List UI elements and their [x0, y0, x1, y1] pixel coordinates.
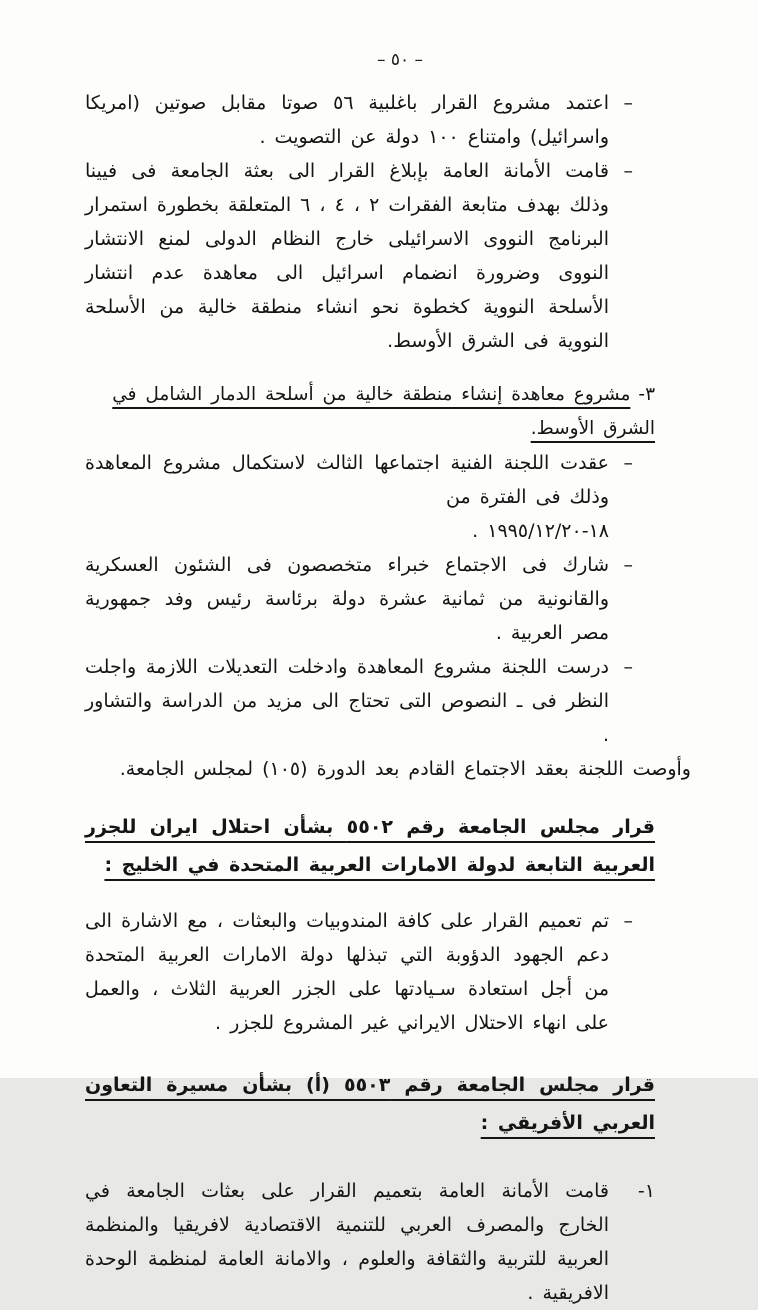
meeting-date: ١٨-١٩٩٥/١٢/٢٠ .: [472, 520, 609, 542]
list-item: [85, 650, 633, 752]
list-item: [85, 446, 633, 548]
resolution-5503-heading-text: قرار مجلس الجامعة رقم ٥٥٠٣ (أ) بشأن مسيرة التعاون العربي الأفريقي :: [85, 1074, 655, 1134]
resolution-5503-section: [85, 1066, 655, 1310]
resolution-5502-section: [85, 808, 655, 1040]
page-number: – ٥٠ –: [376, 50, 424, 70]
list-item: [85, 86, 633, 154]
bullet-dash: –: [623, 160, 633, 182]
item-number: ١-: [637, 1180, 655, 1202]
resolution-5503-heading: [85, 1066, 655, 1142]
clause-3-heading: [85, 378, 655, 446]
list-item: [85, 548, 633, 650]
clause-3-number: ٣-: [638, 384, 655, 405]
bullet-text: قامت الأمانة العامة بإبلاغ القرار الى بعثة الجامعة فى فيينا وذلك بهدف متابعة الفقرات ٢ ، ٤ ، ٦ المتعلقة بخطورة استمرار البرنامج النووى الاسرائيلى خارج النظام الدولى لمنع الانتشار النووى وضرورة انضمام اسرائيل الى معاهدة عدم انتشار الأسلحة النووية كخطوة نحو انشاء منطقة خالية من الأسلحة النووية فى الشرق الأوسط.: [85, 160, 609, 352]
bullet-dash: –: [623, 554, 633, 576]
bullet-text: اعتمد مشروع القرار باغلبية ٥٦ صوتا مقابل صوتين (امريكا واسرائيل) وامتناع ١٠٠ دولة عن التصويت .: [85, 92, 609, 148]
resolution-5502-heading-text: قرار مجلس الجامعة رقم ٥٥٠٢ بشأن احتلال ايران للجزر العربية التابعة لدولة الامارات العربية المتحدة في الخليج :: [85, 816, 655, 876]
bullet-dash: –: [623, 656, 633, 678]
list-item: [85, 904, 633, 1040]
bullet-text: تم تعميم القرار على كافة المندوبيات والبعثات ، مع الاشارة الى دعم الجهود الدؤوبة التي تبذلها دولة الامارات العربية المتحدة من أجل استعادة سـيادتها على الجزر العربية الثلاث ، والعمل على انهاء الاحتلال الايراني غير المشروع للجزر .: [85, 910, 609, 1034]
bullet-dash: –: [623, 92, 633, 114]
item-text: قامت الأمانة العامة بتعميم القرار على بعثات الجامعة في الخارج والمصرف العربي للتنمية الاقتصادية لافريقيا والمنظمة العربية للتربية والثقافة والعلوم ، والامانة العامة لمنظمة الوحدة الافريقية .: [85, 1180, 609, 1304]
clause-3-title: مشروع معاهدة إنشاء منطقة خالية من أسلحة الدمار الشامل في الشرق الأوسط.: [112, 384, 655, 439]
committee-recommendation: وأوصت اللجنة بعقد الاجتماع القادم بعد الدورة (١٠٥) لمجلس الجامعة.: [119, 758, 691, 780]
numbered-item-1: [85, 1174, 655, 1310]
page-content: [85, 86, 691, 1310]
resolution-5502-body: [85, 904, 655, 1040]
bullet-text: درست اللجنة مشروع المعاهدة وادخلت التعديلات اللازمة واجلت النظر فى ـ النصوص التى تحتاج الى مزيد من الدراسة والتشاور .: [85, 656, 609, 746]
bullet-dash: –: [623, 910, 633, 932]
bullet-text: [85, 446, 615, 548]
bullet-text-main: عقدت اللجنة الفنية اجتماعها الثالث لاستكمال مشروع المعاهدة وذلك فى الفترة من: [85, 452, 609, 508]
resolution-5502-heading: [85, 808, 655, 884]
bullet-dash: –: [623, 452, 633, 474]
list-item: [85, 154, 633, 358]
bullet-text: شارك فى الاجتماع خبراء متخصصون فى الشئون العسكرية والقانونية من ثمانية عشرة دولة برئاسة رئيس وفد جمهورية مصر العربية .: [85, 554, 609, 644]
